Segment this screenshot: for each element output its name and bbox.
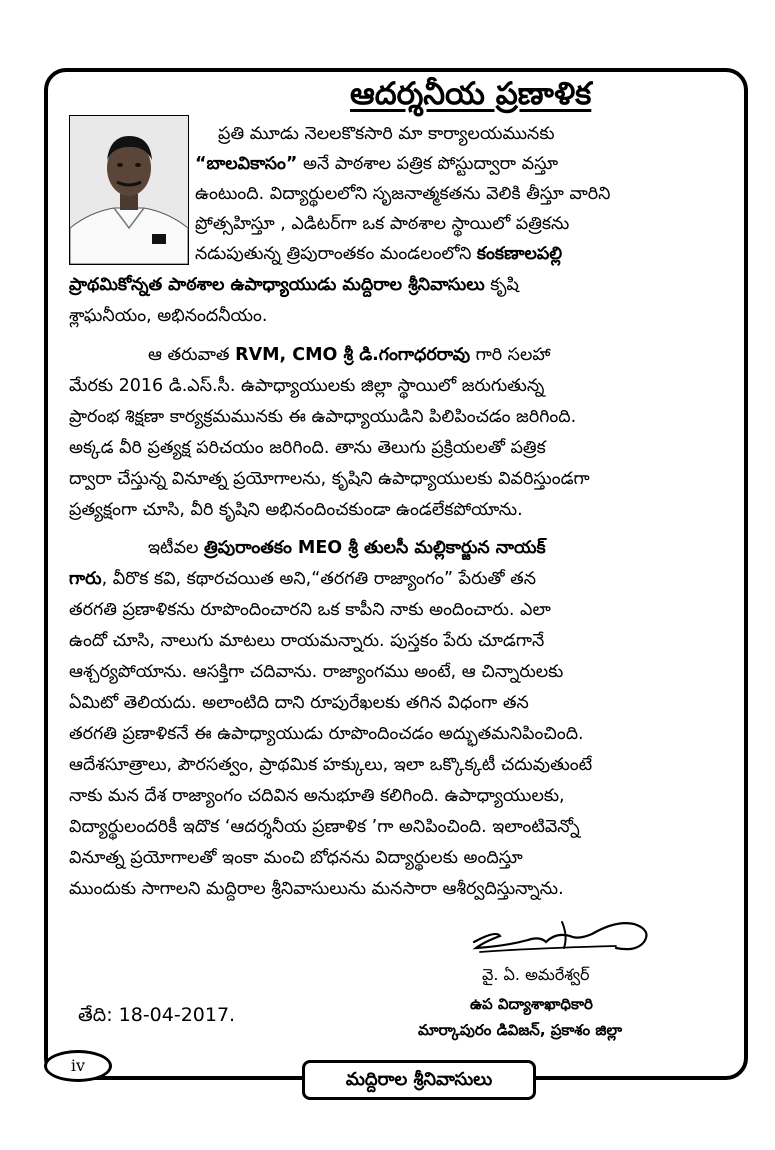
paragraph-3-line-1: ఇటీవల త్రిపురాంతకం MEO శ్రీ తులసీ మల్లికార్జున నాయక్	[148, 538, 546, 558]
paragraph-2-line-5: ద్వారా చేస్తున్న వినూత్న ప్రయోగాలను, కృషిని ఉపాధ్యాయులకు వివరిస్తుండగా	[69, 469, 590, 489]
paragraph-1-line-5: నడుపుతున్న త్రిపురాంతకం మండలంలోని కంకణాలపల్లి	[195, 244, 563, 264]
paragraph-1-line-1: ప్రతి మూడు నెలలకొకసారి మా కార్యాలయమునకు	[218, 124, 555, 144]
paragraph-3-line-8: ఆదేశసూత్రాలు, పౌరసత్వం, ప్రాథమిక హక్కులు, ఇలా ఒక్కొక్కటీ చదువుతుంటే	[69, 755, 593, 775]
paragraph-3-line-5: ఆశ్చర్యపోయాను. ఆసక్తిగా చదివాను. రాజ్యాంగము అంటే, ఆ చిన్నారులకు	[69, 662, 564, 682]
paragraph-2-line-3: ప్రారంభ శిక్షణా కార్యక్రమమునకు ఈ ఉపాధ్యాయుడిని పిలిపించడం జరిగింది.	[69, 407, 577, 427]
page-number: iv	[44, 1050, 112, 1082]
magazine-name: “బాలవికాసం”	[195, 154, 298, 174]
signatory-designation: ఉప విద్యాశాఖాధికారి	[470, 995, 593, 1013]
paragraph-1-line-3: ఉంటుంది. విద్యార్థులలోని సృజనాత్మకతను వెలికి తీస్తూ వారిని	[195, 184, 611, 204]
signature-icon	[466, 902, 666, 962]
paragraph-3-line-3: తరగతి ప్రణాళికను రూపొందించారని ఒక కాపీని నాకు అందించారు. ఎలా	[69, 600, 551, 620]
paragraph-1-line-6: ప్రాథమికోన్నత పాఠశాల ఉపాధ్యాయుడు మద్దిరాల శ్రీనివాసులు కృషి	[69, 275, 519, 295]
signatory-office: మార్కాపురం డివిజన్, ప్రకాశం జిల్లా	[418, 1021, 623, 1039]
paragraph-2-line-6: ప్రత్యక్షంగా చూసి, వీరి కృషిని అభినందించకుండా ఉండలేకపోయాను.	[69, 500, 523, 520]
paragraph-2-line-4: అక్కడ వీరి ప్రత్యక్ష పరిచయం జరిగింది. తాను తెలుగు ప్రక్రియలతో పత్రిక	[69, 438, 546, 458]
paragraph-3-line-6: ఏమిటో తెలియదు. అలాంటిది దాని రూపురేఖలకు తగిన విధంగా తన	[69, 693, 529, 713]
paragraph-3-line-4: ఉందో చూసి, నాలుగు మాటలు రాయమన్నారు. పుస్తకం పేరు చూడగానే	[69, 631, 545, 651]
paragraph-2-line-2: మేరకు 2016 డి.ఎస్.సీ. ఉపాధ్యాయులకు జిల్లా స్థాయిలో జరుగుతున్న	[69, 376, 545, 396]
paragraph-2-line-1: ఆ తరువాత RVM, CMO శ్రీ డి.గంగాధరరావు గారి సలహా	[148, 345, 551, 365]
paragraph-3-line-10: విద్యార్థులందరికీ ఇదొక ‘ఆదర్శనీయ ప్రణాళిక ’గా అనిపించింది. ఇలాంటివెన్నో	[69, 817, 580, 837]
paragraph-3-line-9: నాకు మన దేశ రాజ్యాంగం చదివిన అనుభూతి కలిగింది. ఉపాధ్యాయులకు,	[69, 786, 565, 806]
author-photo	[69, 115, 189, 265]
paragraph-3-line-11: వినూత్న ప్రయోగాలతో ఇంకా మంచి బోధనను విద్యార్థులకు అందిస్తూ	[69, 848, 523, 868]
signatory-name: వై. ఏ. అమరేశ్వర్	[482, 965, 590, 984]
footer-author-name: మద్దిరాల శ్రీనివాసులు	[302, 1060, 536, 1100]
paragraph-3-line-7: తరగతి ప్రణాళికనే ఈ ఉపాధ్యాయుడు రూపొందించడం అద్భుతమనిపించింది.	[69, 724, 584, 744]
letter-date: తేది: 18-04-2017.	[78, 1004, 236, 1026]
paragraph-3-line-12: ముందుకు సాగాలని మద్దిరాల శ్రీనివాసులును మనసారా ఆశీర్వదిస్తున్నాను.	[69, 879, 564, 899]
paragraph-3-line-2: గారు, వీరొక కవి, కథారచయిత అని,“తరగతి రాజ్యాంగం” పేరుతో తన	[69, 569, 537, 589]
paragraph-1-line-4: ప్రోత్సహిస్తూ , ఎడిటర్‌గా ఒక పాఠశాల స్థాయిలో పత్రికను	[195, 214, 570, 234]
paragraph-1-line-7: శ్లాఘనీయం, అభినందనీయం.	[69, 306, 268, 326]
page-title: ఆదర్శనీయ ప్రణాళిక	[350, 76, 592, 112]
paragraph-1-line-2: “బాలవికాసం” అనే పాఠశాల పత్రిక పోస్టుద్వారా వస్తూ	[195, 154, 559, 174]
